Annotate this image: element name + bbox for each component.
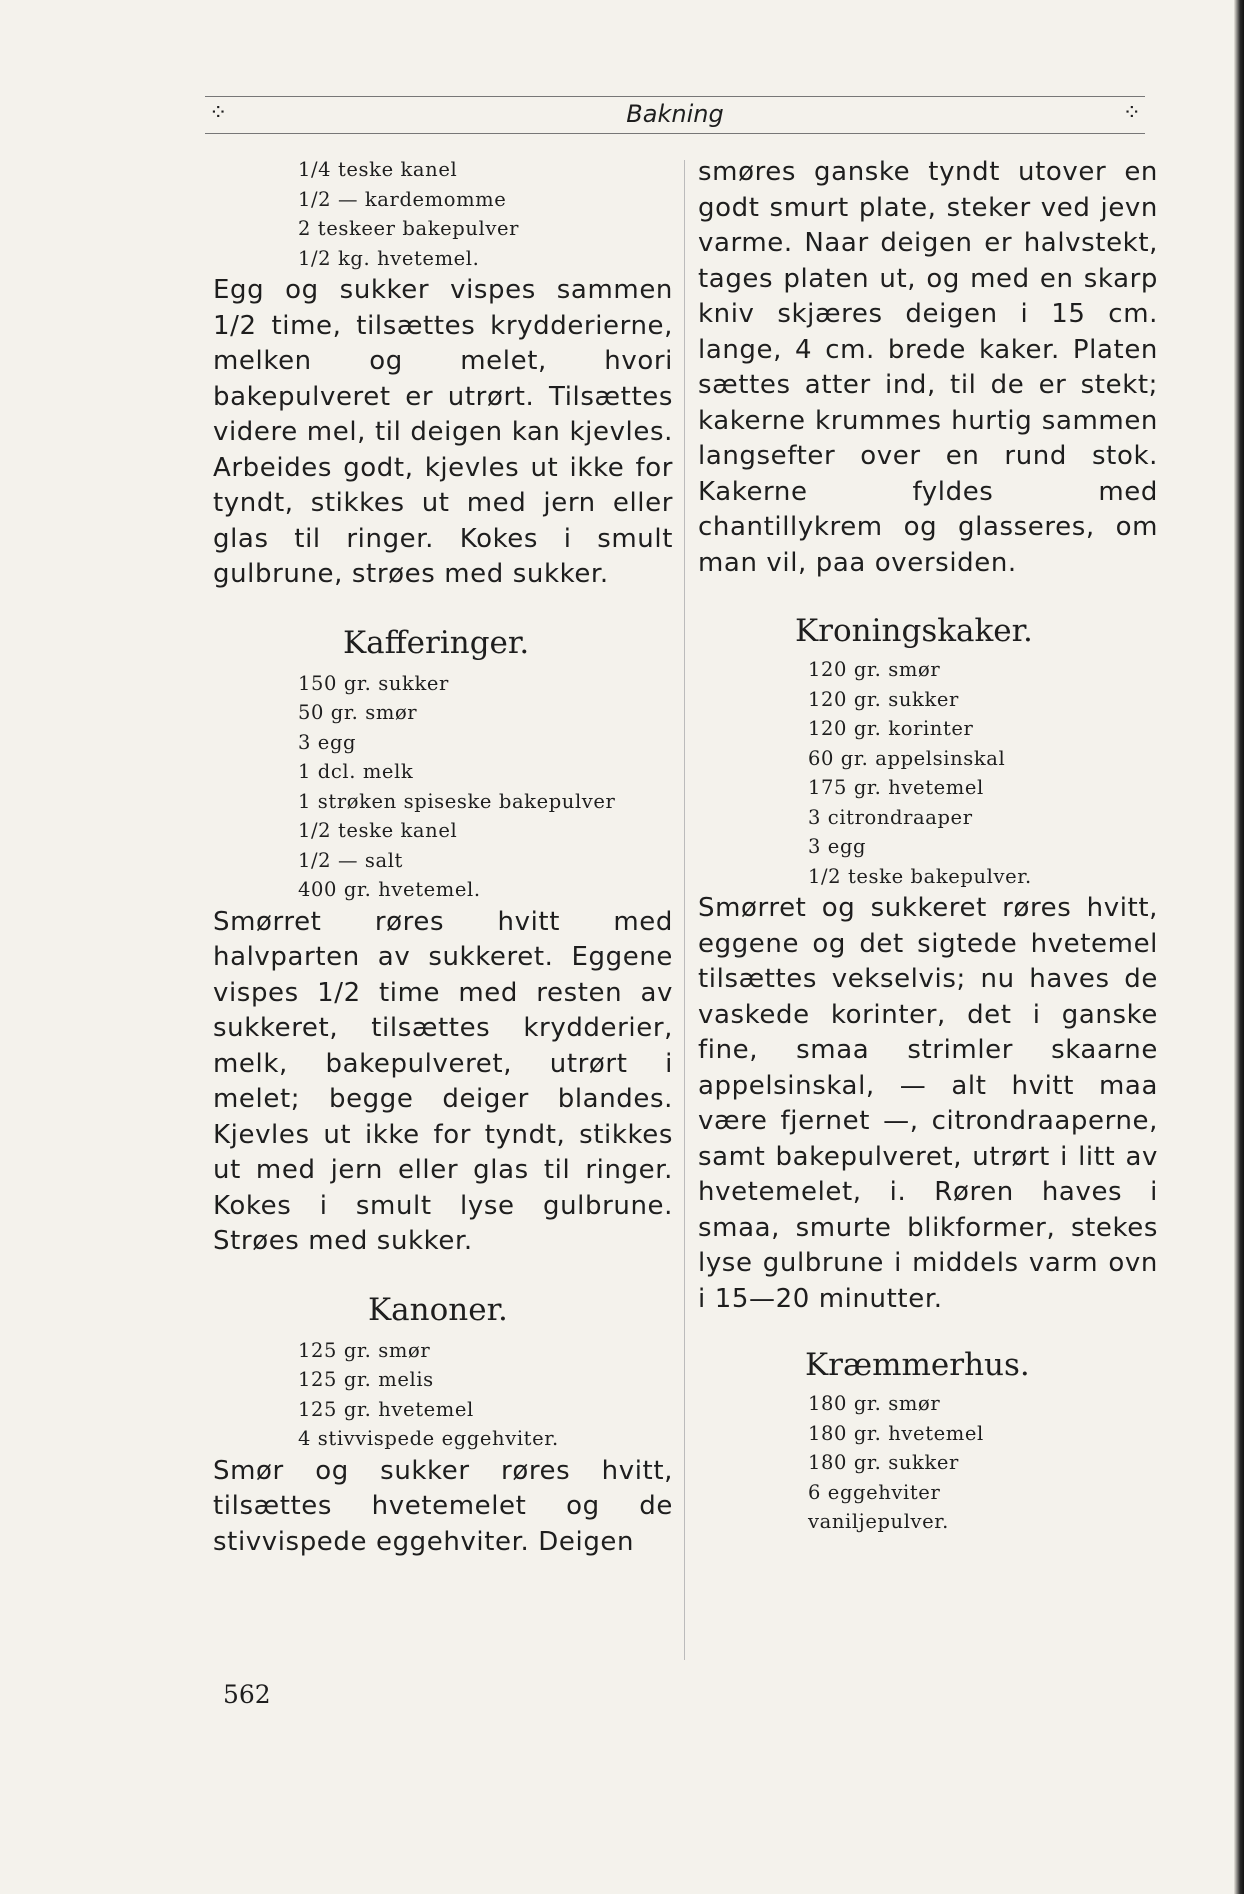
ingredient: 120 gr. sukker [808,687,959,711]
ingredient: 180 gr. smør [808,1392,941,1415]
ingredient: 1 strøken spiseske bakepulver [298,789,616,813]
method-text: Smørret røres hvitt med halvparten av sukkeret. Eggene vispes 1/2 time med resten av sukkeret, tilsættes krydderier, melk, bakepulveret, utrørt i melet; begge deiger blandes. Kjevles ut ikke for tyndt, stikkes ut med jern eller glas til ringer. Kokes i smult lyse gulbrune. Strøes med sukker. [213,906,673,1256]
ingredient: 3 citrondraaper [808,805,973,829]
running-header [205,96,1145,134]
ingredient: 150 gr. sukker [298,671,449,695]
ingredient: 1/2 — kardemomme [298,187,507,211]
ingredient-list [808,1389,1158,1537]
ingredient: 180 gr. hvetemel [808,1421,984,1445]
ingredient: 125 gr. smør [298,1338,431,1362]
ingredient-list [298,155,673,273]
header-title: Bakning [626,100,724,128]
ingredient: 6 eggehviter [808,1480,941,1504]
recipe-title: Kafferinger. [343,624,530,661]
ingredient-list [298,1336,673,1454]
method-text: smøres ganske tyndt utover en godt smurt plate, steker ved jevn varme. Naar deigen er halvstekt, tages platen ut, og med en skarp kniv skjæres deigen i 15 cm. lange, 4 cm. brede kaker. Platen sættes atter ind, til de er stekt; kakerne krummes hurtig sammen langsefter over en rund stok. Kakerne fyldes med chantillykrem og glasseres, om man vil, paa oversiden. [698,157,1158,578]
ingredient: 1/2 teske kanel [298,819,458,842]
method-text: Egg og sukker vispes sammen 1/2 time, tilsættes krydderierne, melken og melet, hvori bakepulveret er utrørt. Tilsættes videre mel, til deigen kan kjevles. Arbeides godt, kjevles ut ikke for tyndt, stikkes ut med jern eller glas til ringer. Kokes i smult gulbrune, strøes med sukker. [213,275,673,589]
ingredient: 125 gr. melis [298,1368,434,1391]
ingredient-list [298,669,673,905]
ingredient: 4 stivvispede eggehviter. [298,1427,559,1450]
ingredient: vaniljepulver. [808,1510,949,1533]
book-edge [1234,0,1244,1894]
ingredient: 3 egg [298,730,357,754]
ornament-left-icon: ⁘ [209,101,228,126]
ingredient: 3 egg [808,835,867,858]
ingredient: 400 gr. hvetemel. [298,878,481,901]
ingredient: 180 gr. sukker [808,1451,959,1474]
method-text: Smør og sukker røres hvitt, tilsættes hvetemelet og de stivvispede eggehviter. Deigen [213,1455,673,1557]
ingredient: 1/2 — salt [298,848,403,872]
right-column [698,155,1158,1537]
ingredient: 125 gr. hvetemel [298,1397,474,1421]
ingredient-list [808,655,1158,891]
column-divider [684,160,685,1660]
ingredient: 1/2 teske bakepulver. [808,864,1032,888]
ingredient: 50 gr. smør [298,701,418,724]
recipe-title: Kanoner. [368,1291,508,1328]
ingredient: 1 dcl. melk [298,760,414,783]
recipe-title: Kræmmerhus. [805,1347,1030,1383]
ornament-right-icon: ⁘ [1122,101,1141,126]
ingredient: 175 gr. hvetemel [808,776,984,799]
ingredient: 2 teskeer bakepulver [298,217,520,240]
ingredient: 1/4 teske kanel [298,158,458,181]
ingredient: 120 gr. korinter [808,717,974,740]
method-text: Smørret og sukkeret røres hvitt, eggene og det sigtede hvetemel tilsættes vekselvis; nu haves de vaskede korinter, det i ganske fine, smaa strimler skaarne appelsinskal, — alt hvitt maa være fjernet —, citrondraaperne, samt bakepulveret, utrørt i litt av hvetemelet, i. Røren haves i smaa, smurte blikformer, stekes lyse gulbrune i middels varm ovn i 15—20 minutter. [698,893,1158,1314]
page-number: 562 [223,1680,271,1709]
ingredient: 1/2 kg. hvetemel. [298,246,480,270]
recipe-title: Kroningskaker. [795,613,1033,649]
ingredient: 60 gr. appelsinskal [808,746,1006,770]
left-column [213,155,673,1560]
ingredient: 120 gr. smør [808,658,941,681]
